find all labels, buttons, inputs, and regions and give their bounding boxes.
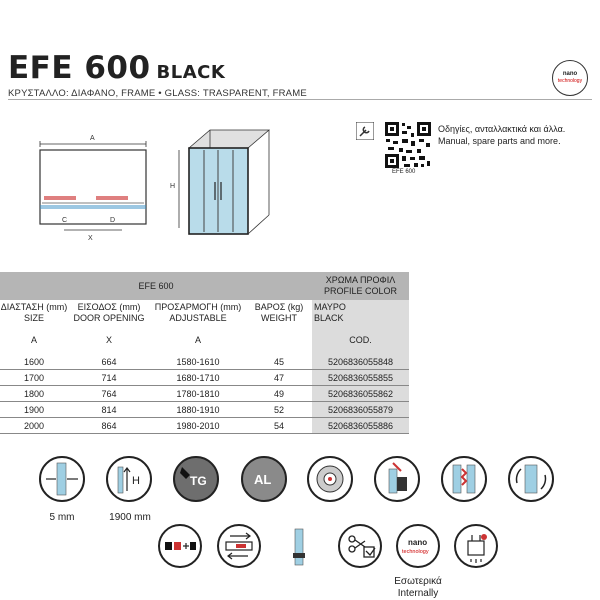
bearing-wheel-icon	[306, 455, 354, 503]
col-header-adjustable: ΠΡΟΣΑΡΜΟΓΗ (mm) ADJUSTABLE	[154, 302, 242, 323]
glass-profile-icon	[277, 523, 323, 569]
table-row: 1700 714 1680-1710 47 5206836055855	[0, 370, 409, 386]
table-group-title: EFE 600	[0, 272, 312, 300]
tg-text: TG	[190, 474, 207, 488]
height-label: 1900 mm	[109, 512, 151, 523]
qr-code-label: EFE 600	[392, 169, 416, 175]
sym-adjustable: A	[194, 335, 201, 345]
header-divider	[8, 99, 592, 100]
label-h: H	[170, 183, 176, 190]
tempered-glass-icon	[172, 455, 220, 503]
sym-size: A	[30, 335, 37, 345]
nano-technology-badge: nano technology	[552, 60, 588, 96]
table-row: 1800 764 1780-1810 49 5206836055862	[0, 386, 409, 402]
label-c: C	[62, 217, 68, 224]
enclosure-drawing	[165, 120, 285, 250]
tools-icon	[337, 523, 383, 569]
model-color: BLACK	[156, 62, 226, 83]
product-title	[8, 50, 225, 86]
height-symbol: H	[132, 475, 140, 487]
sliding-door-icon	[216, 523, 262, 569]
magnetic-seal-icon	[440, 455, 488, 503]
spec-table	[0, 272, 409, 434]
label-d: D	[110, 217, 116, 224]
qr-description-greek: Οδηγίες, ανταλλακτικά και άλλα.	[438, 124, 566, 134]
table-row: 1600 664 1580-1610 45 5206836055848	[0, 354, 409, 370]
label-a: A	[90, 135, 95, 142]
wrench-icon	[356, 122, 374, 140]
nano-technology-icon	[395, 523, 441, 569]
col-header-weight: ΒΑΡΟΣ (kg) WEIGHT	[254, 302, 304, 323]
qr-description-english: Manual, spare parts and more.	[438, 136, 561, 146]
label-x: X	[88, 235, 93, 242]
water-repellent-icon	[453, 523, 499, 569]
al-text: AL	[254, 472, 272, 487]
height-icon	[105, 455, 153, 503]
internally-label: Εσωτερικά Internally	[394, 576, 442, 599]
col-header-profile: ΜΑΥΡΟ BLACK	[312, 300, 409, 326]
plan-drawing	[30, 128, 160, 243]
table-row: 2000 864 1980-2010 54 5206836055886	[0, 418, 409, 434]
reversible-icon	[507, 455, 555, 503]
profile-color-header: ΧΡΩΜΑ ΠΡΟΦΙΛ PROFILE COLOR	[312, 272, 409, 300]
model-name: EFE 600	[8, 50, 151, 86]
col-header-size: ΔΙΑΣΤΑΣΗ (mm) SIZE	[0, 302, 68, 323]
sym-code: COD.	[312, 326, 409, 354]
installation-icon	[157, 523, 203, 569]
sym-weight	[246, 326, 312, 354]
technology-text: technology	[402, 549, 429, 555]
nano-text: nano	[408, 538, 428, 547]
table-row: 1900 814 1880-1910 52 5206836055879	[0, 402, 409, 418]
col-header-opening: ΕΙΣΟΔΟΣ (mm) DOOR OPENING	[73, 302, 145, 323]
aluminium-icon	[240, 455, 288, 503]
wall-profile-icon	[373, 455, 421, 503]
qr-code-icon[interactable]	[384, 121, 432, 169]
glass-thickness-label: 5 mm	[49, 512, 75, 523]
glass-thickness-icon	[38, 455, 86, 503]
product-subtitle: ΚΡΥΣΤΑΛΛΟ: ΔΙΑΦΑΝΟ, FRAME • GLASS: TRASPARENT, FRAME	[8, 88, 307, 99]
sym-opening: X	[105, 335, 112, 345]
